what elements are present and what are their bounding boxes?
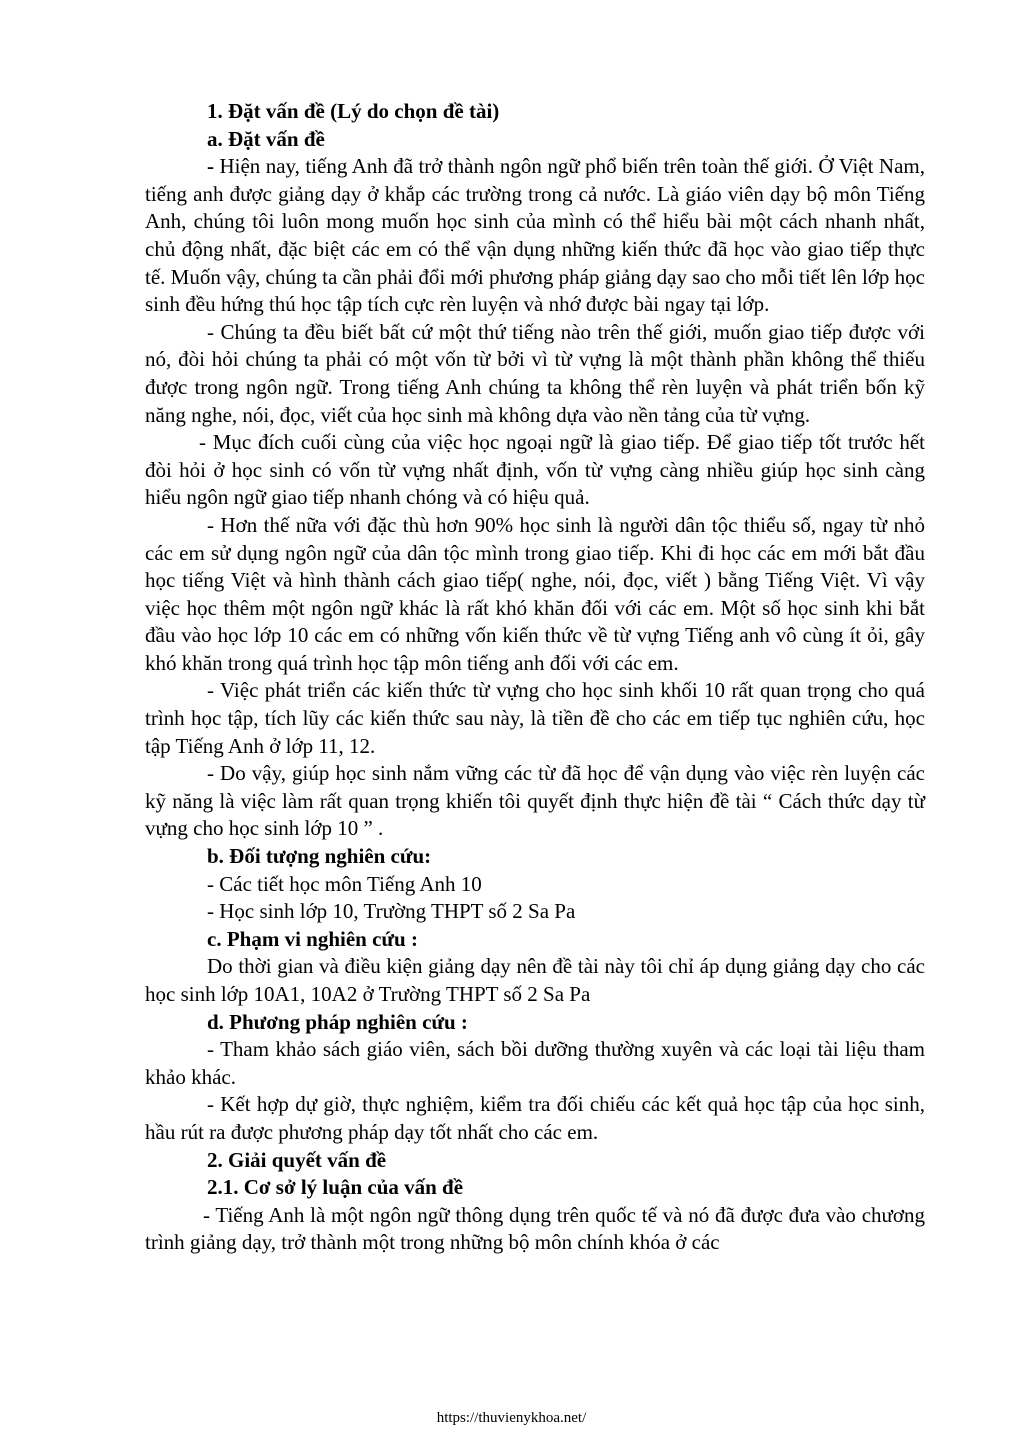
paragraph-5: - Việc phát triển các kiến thức từ vựng cho học sinh khối 10 rất quan trọng cho quá trình học tập, tích lũy các kiến thức sau này, là tiền đề cho các em tiếp tục nghiên cứu, học tập Tiếng Anh ở lớp 11, 12. <box>145 678 925 758</box>
paragraph-d2: - Kết hợp dự giờ, thực nghiệm, kiểm tra đối chiếu các kết quả học tập của học sinh, hầu rút ra được phương pháp dạy tốt nhất cho các em. <box>145 1092 925 1144</box>
heading-d-phuong-phap: d. Phương pháp nghiên cứu : <box>207 1009 468 1034</box>
paragraph-6: - Do vậy, giúp học sinh nắm vững các từ đã học để vận dụng vào việc rèn luyện các kỹ năng là việc làm rất quan trọng khiến tôi quyết định thực hiện đề tài “ Cách thức dạy từ vựng cho học sinh lớp 10 ” . <box>145 761 925 841</box>
heading-giai-quyet: 2. Giải quyết vấn đề <box>207 1147 387 1172</box>
list-item-b1: - Các tiết học môn Tiếng Anh 10 <box>207 871 482 896</box>
paragraph-2: - Chúng ta đều biết bất cứ một thứ tiếng nào trên thế giới, muốn giao tiếp được với nó, đòi hỏi chúng ta phải có một vốn từ bởi vì từ vựng là một thành phần không thể thiếu được trong ngôn ngữ. Trong tiếng Anh chúng ta không thể rèn luyện và phát triển bốn kỹ năng nghe, nói, đọc, viết của học sinh mà không dựa vào nền tảng của từ vựng. <box>145 319 925 427</box>
heading-c-pham-vi: c. Phạm vi nghiên cứu : <box>207 926 418 951</box>
bullet-dash: - <box>207 154 220 179</box>
heading-b-doi-tuong: b. Đối tượng nghiên cứu: <box>207 844 432 869</box>
footer-url: https://thuvienykhoa.net/ <box>436 1410 587 1426</box>
paragraph-d1: - Tham khảo sách giáo viên, sách bồi dưỡng thường xuyên và các loại tài liệu tham khảo khác. <box>145 1037 925 1089</box>
paragraph-3: - Mục đích cuối cùng của việc học ngoại ngữ là giao tiếp. Để giao tiếp tốt trước hết đòi hỏi ở học sinh có vốn từ vựng nhất định, vốn từ vựng càng nhiều giúp học sinh càng hiểu ngôn ngữ giao tiếp nhanh chóng và có hiệu quả. <box>145 430 925 510</box>
document-body <box>145 98 925 1257</box>
paragraph-2-1: - Tiếng Anh là một ngôn ngữ thông dụng trên quốc tế và nó đã được đưa vào chương trình giảng dạy, trở thành một trong những bộ môn chính khóa ở các <box>145 1202 925 1255</box>
heading-co-so-ly-luan: 2.1. Cơ sở lý luận của vấn đề <box>207 1175 464 1200</box>
paragraph-c: Do thời gian và điều kiện giảng dạy nên đề tài này tôi chỉ áp dụng giảng dạy cho các học sinh lớp 10A1, 10A2 ở Trường THPT số 2 Sa Pa <box>145 954 925 1006</box>
paragraph-1 <box>145 153 925 319</box>
heading-dat-van-de: 1. Đặt vấn đề (Lý do chọn đề tài) <box>207 99 500 123</box>
list-item-b2: - Học sinh lớp 10, Trường THPT số 2 Sa Pa <box>207 899 576 924</box>
heading-a-dat-van-de: a. Đặt vấn đề <box>207 126 325 151</box>
paragraph-1-text: Hiện nay, tiếng Anh đã trở thành ngôn ngữ phổ biến trên toàn thế giới. Ở Việt Nam, tiếng anh được giảng dạy ở khắp các trường trong cả nước. Là giáo viên dạy bộ môn Tiếng Anh, chúng tôi luôn mong muốn học sinh của mình có thể hiểu bài một cách nhanh nhất, chủ động nhất, đặc biệt các em có thể vận dụng những kiến thức đã học vào giao tiếp thực tế. Muốn vậy, chúng ta cần phải đổi mới phương pháp giảng dạy sao cho mỗi tiết lên lớp học sinh đều hứng thú học tập tích cực rèn luyện và nhớ được bài ngay tại lớp. <box>145 154 925 317</box>
paragraph-4: - Hơn thế nữa với đặc thù hơn 90% học sinh là người dân tộc thiểu số, ngay từ nhỏ các em sử dụng ngôn ngữ của dân tộc mình trong giao tiếp. Khi đi học các em mới bắt đầu học tiếng Việt và hình thành cách giao tiếp( nghe, nói, đọc, viết ) bằng Tiếng Việt. Vì vậy việc học thêm một ngôn ngữ khác là rất khó khăn đối với các em. Một số học sinh khi bắt đầu vào học lớp 10 các em có những vốn kiến thức về từ vựng Tiếng anh vô cùng ít ỏi, gây khó khăn trong quá trình học tập môn tiếng anh đối với các em. <box>145 512 925 675</box>
